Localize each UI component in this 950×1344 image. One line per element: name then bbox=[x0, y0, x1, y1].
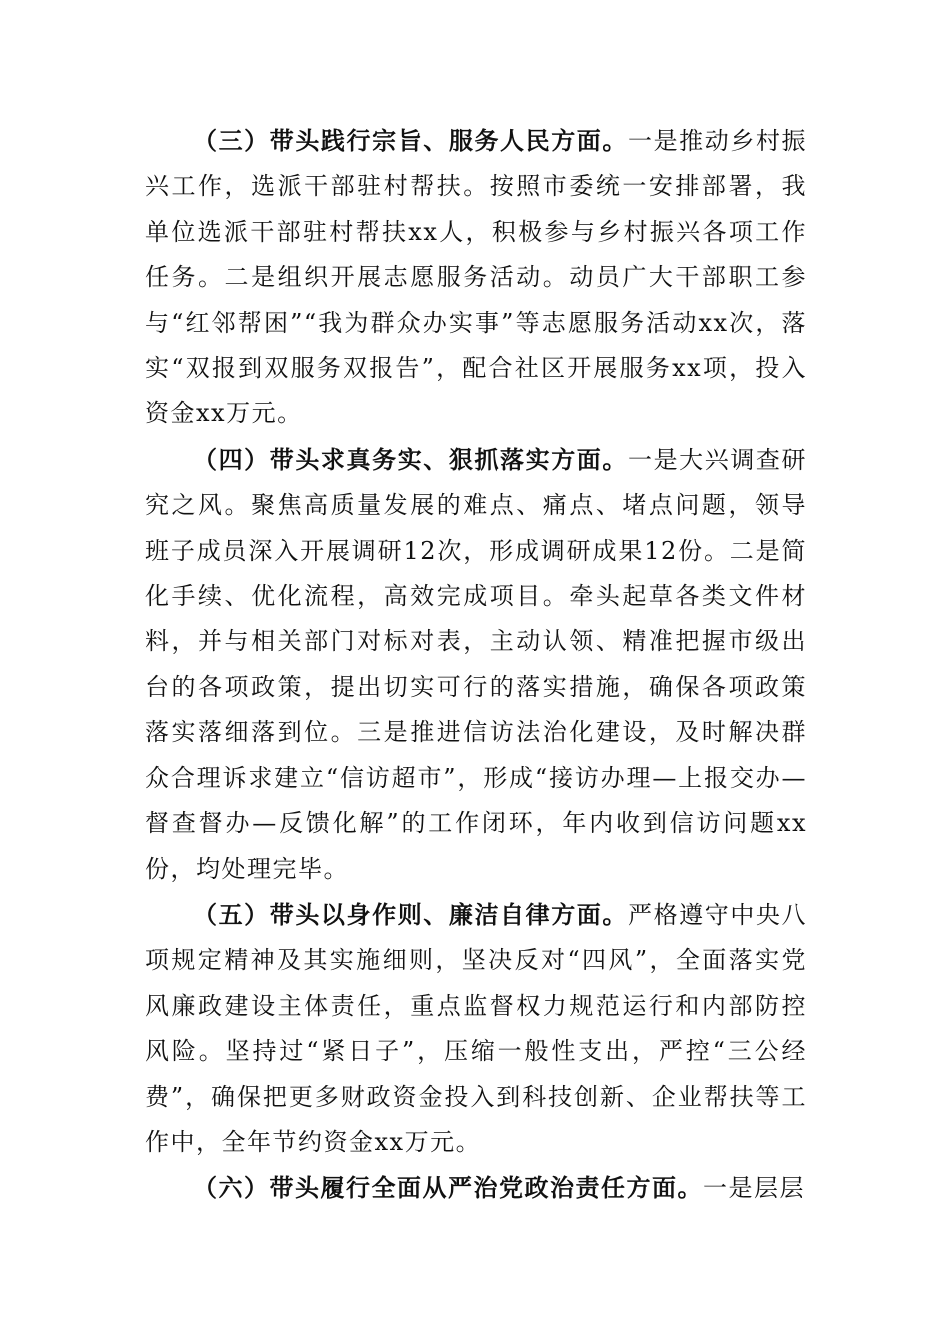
paragraph-heading: （四）带头求真务实、狠抓落实方面。 bbox=[193, 444, 628, 474]
paragraph-heading: （六）带头履行全面从严治党政治责任方面。 bbox=[193, 1173, 703, 1203]
paragraph-section-3 bbox=[145, 118, 807, 437]
paragraph-section-6 bbox=[145, 1165, 807, 1211]
paragraph-text: 一是大兴调查研究之风。聚焦高质量发展的难点、痛点、堵点问题，领导班子成员深入开展调研12次，形成调研成果12份。二是简化手续、优化流程，高效完成项目。牵头起草各类文件材料，并与相关部门对标对表，主动认领、精准把握市级出台的各项政策，提出切实可行的落实措施，确保各项政策落实落细落到位。三是推进信访法治化建设，及时解决群众合理诉求建立“信访超市”，形成“接访办理—上报交办—督查督办—反馈化解”的工作闭环，年内收到信访问题xx份，均处理完毕。 bbox=[145, 445, 808, 883]
paragraph-heading: （五）带头以身作则、廉洁自律方面。 bbox=[193, 899, 628, 929]
paragraph-section-4 bbox=[145, 437, 807, 892]
document-body bbox=[145, 118, 807, 1212]
paragraph-section-5 bbox=[145, 892, 807, 1165]
paragraph-text: 一是推动乡村振兴工作，选派干部驻村帮扶。按照市委统一安排部署，我单位选派干部驻村帮扶xx人，积极参与乡村振兴各项工作任务。二是组织开展志愿服务活动。动员广大干部职工参与“红邻帮困”“我为群众办实事”等志愿服务活动xx次，落实“双报到双服务双报告”，配合社区开展服务xx项，投入资金xx万元。 bbox=[145, 127, 808, 428]
paragraph-heading: （三）带头践行宗旨、服务人民方面。 bbox=[193, 126, 628, 155]
paragraph-text: 严格遵守中央八项规定精神及其实施细则，坚决反对“四风”，全面落实党风廉政建设主体责任，重点监督权力规范运行和内部防控风险。坚持过“紧日子”，压缩一般性支出，严控“三公经费”，确保把更多财政资金投入到科技创新、企业帮扶等工作中，全年节约资金xx万元。 bbox=[145, 900, 808, 1156]
paragraph-text: 一是层层 bbox=[703, 1174, 805, 1203]
